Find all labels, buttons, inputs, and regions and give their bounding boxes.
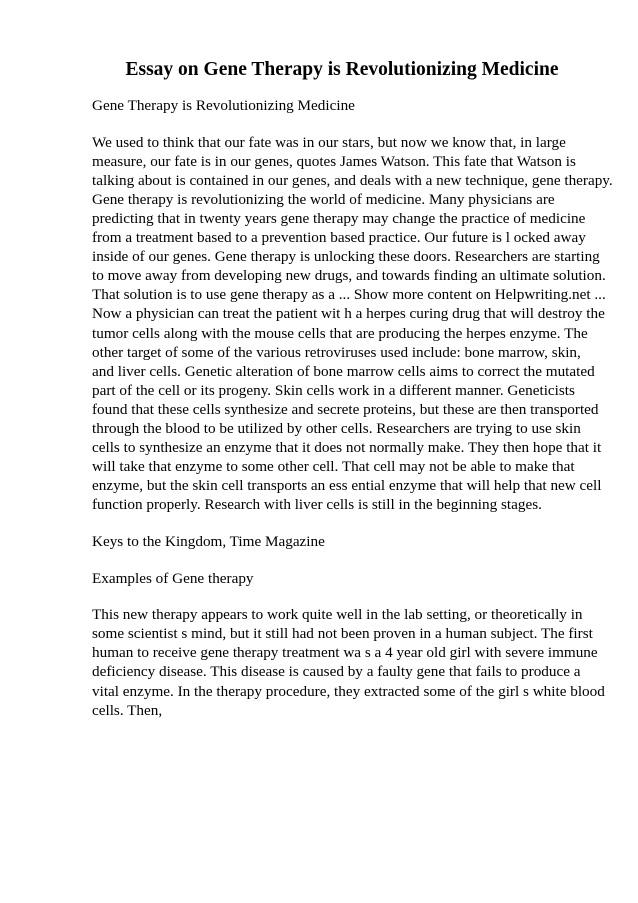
paragraph-line: function properly. Research with liver cells is still in the beginning stages. xyxy=(92,496,542,514)
source-paragraph xyxy=(92,532,598,551)
paragraph-line: will take that enzyme to some other cell. That cell may not be able to make that xyxy=(92,458,575,476)
section-heading-paragraph xyxy=(92,569,598,588)
paragraph-line: predicting that in twenty years gene therapy may change the practice of medicine xyxy=(92,209,586,227)
paragraph-line: talking about is contained in our genes, and deals with a new technique, gene therapy. xyxy=(92,171,613,189)
paragraph-line: tumor cells along with the mouse cells that are producing the herpes enzyme. The xyxy=(92,324,588,342)
paragraph-line: through the blood to be utilized by other cells. Researchers are trying to use skin xyxy=(92,420,581,437)
body-paragraph-2 xyxy=(92,605,605,720)
paragraph-line: vital enzyme. In the therapy procedure, they extracted some of the girl s white blood xyxy=(92,682,605,700)
paragraph-line: inside of our genes. Gene therapy is unlocking these doors. Researchers are starting xyxy=(92,248,600,266)
paragraph-line: to move away from developing new drugs, and towards finding an ultimate solution. xyxy=(92,267,606,285)
paragraph-line: Gene therapy is revolutionizing the world of medicine. Many physicians are xyxy=(92,190,555,208)
paragraph-line: other target of some of the various retroviruses used include: bone marrow, skin, xyxy=(92,343,581,361)
paragraph-line: from a treatment based to a prevention based practice. Our future is l ocked away xyxy=(92,229,586,247)
paragraph-line: deficiency disease. This disease is caused by a faulty gene that fails to produce a xyxy=(92,663,581,681)
paragraph-line: measure, our fate is in our genes, quotes James Watson. This fate that Watson is xyxy=(92,152,576,170)
paragraph-line: Now a physician can treat the patient wit h a herpes curing drug that will destroy the xyxy=(92,305,605,323)
paragraph-line: cells to synthesize an enzyme that it does not normally make. They then hope that it xyxy=(92,439,602,457)
paragraph-line: found that these cells synthesize and secrete proteins, but these are then transported xyxy=(92,400,599,418)
section-heading: Examples of Gene therapy xyxy=(92,569,254,587)
paragraph-line: cells. Then, xyxy=(92,701,163,719)
paragraph-line: That solution is to use gene therapy as a ... Show more content on Helpwriting.net ... xyxy=(92,286,606,304)
essay-title: Essay on Gene Therapy is Revolutionizing Medicine xyxy=(125,59,559,80)
paragraph-line: This new therapy appears to work quite well in the lab setting, or theoretically in xyxy=(92,606,583,624)
source-line: Keys to the Kingdom, Time Magazine xyxy=(92,532,325,550)
paragraph-line: part of the cell or its progeny. Skin cells work in a different manner. Geneticists xyxy=(92,381,575,399)
subtitle-paragraph xyxy=(92,96,598,115)
paragraph-line: human to receive gene therapy treatment wa s a 4 year old girl with severe immune xyxy=(92,644,598,662)
paragraph-line: enzyme, but the skin cell transports an ess ential enzyme that will help that new cell xyxy=(92,477,602,495)
subtitle-text: Gene Therapy is Revolutionizing Medicine xyxy=(92,97,355,114)
paragraph-line: and liver cells. Genetic alteration of bone marrow cells aims to correct the mutated xyxy=(92,362,595,380)
body-paragraph-1 xyxy=(92,133,613,515)
paragraph-line: We used to think that our fate was in our stars, but now we know that, in large xyxy=(92,133,566,151)
paragraph-line: some scientist s mind, but it still had not been proven in a human subject. The first xyxy=(92,625,593,643)
